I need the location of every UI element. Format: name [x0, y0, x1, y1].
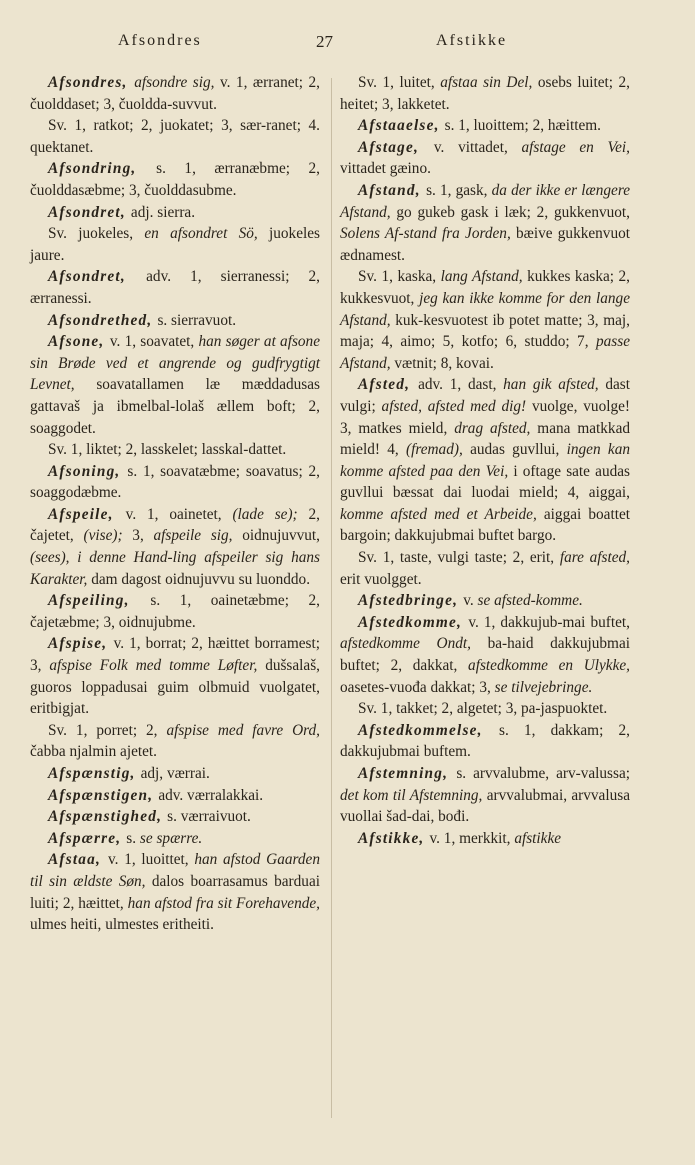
- entry-text: arvvalubmai, arvvalusa vuollai šad-dai, bođi.: [340, 786, 630, 826]
- example-text: han gik afsted,: [503, 376, 606, 394]
- dictionary-entry: [30, 806, 320, 828]
- dictionary-entry: [340, 547, 630, 590]
- example-text: jeg kan ikke komme for den lange Afstand,: [340, 289, 630, 329]
- entry-text: v. 1, soavatet,: [109, 333, 199, 351]
- dictionary-entry: [30, 223, 320, 266]
- dictionary-entry: [30, 590, 320, 633]
- entry-text: Sv. 1, liktet; 2, lasskelet; lasskal-dattet.: [48, 441, 287, 459]
- example-text: (fremad),: [405, 441, 471, 459]
- example-text: afsted, afsted med dig!: [381, 397, 532, 415]
- dictionary-entry: [30, 310, 320, 332]
- headword: Afstikke,: [358, 829, 430, 847]
- headword: Afstedbringe,: [358, 592, 464, 610]
- headword: Afstemning,: [358, 765, 457, 782]
- dictionary-entry: [30, 504, 320, 590]
- example-text: (vise);: [83, 527, 133, 545]
- headword: Afsondring,: [48, 160, 157, 178]
- page-number: 27: [316, 32, 333, 51]
- entry-text: s. 1, soavatæbme; soavatus; 2, soaggodæbme.: [30, 462, 320, 502]
- entry-text: bæive gukkenvuot ædnamest.: [340, 225, 630, 264]
- entry-text: čabba njalmin ajetet.: [30, 743, 157, 761]
- entry-text: v. 1, merkkit,: [429, 829, 515, 847]
- entry-text: Sv. juokeles,: [48, 225, 145, 243]
- entry-text: vætnit; 8, kovai.: [394, 354, 494, 372]
- entry-text: Sv. 1, taste, vulgi taste; 2, erit,: [358, 549, 560, 567]
- example-text: han søger at afsone sin Brøde ved et angrende og gudfrygtigt Levnet,: [30, 333, 320, 394]
- entry-text: ba-haid dakkujubmai buftet; 2, dakkat,: [340, 635, 630, 675]
- example-text: ingen kan komme afsted paa den Vei,: [340, 441, 630, 480]
- entry-text: dalos boarrasamus barduai luiti; 2, hæittet,: [30, 872, 320, 912]
- example-text: han afstod Gaarden til sin ældste Søn,: [30, 851, 321, 890]
- entry-text: v. 1, ærranet; 2, čuolddaset; 3, čuoldda-suvvut.: [30, 74, 320, 113]
- entry-text: 2, čajetet,: [30, 505, 320, 545]
- entry-text: s. 1, gask,: [426, 181, 492, 199]
- headword: Afsondret,: [48, 268, 147, 286]
- headword: Afsondres,: [48, 74, 135, 91]
- entry-text: adj, værrai.: [140, 765, 210, 782]
- example-text: afstedkomme en Ulykke,: [468, 657, 630, 675]
- dictionary-entry: [340, 180, 630, 266]
- entry-text: erit vuolgget.: [340, 570, 422, 588]
- dictionary-entry: [30, 202, 320, 224]
- header-left-word: Afsondres: [118, 32, 202, 49]
- entry-text: v.: [463, 592, 478, 610]
- dictionary-entry: [340, 137, 630, 180]
- entry-text: i oftage sate audas guvllui bæssat dai luodai mield; 4, aiggai,: [340, 462, 630, 502]
- dictionary-entry: [30, 849, 320, 935]
- example-text: se tilvejebringe.: [494, 678, 593, 696]
- entry-text: v. 1, dakkujub-mai buftet,: [468, 613, 630, 631]
- entry-text: kuk-kesvuotest ib potet matte; 3, maj, maja; 4, aimo; 5, kotfo; 6, studdo; 7,: [340, 311, 631, 351]
- entry-text: oidnujuvvut,: [242, 527, 321, 545]
- entry-text: Sv. 1, takket; 2, algetet; 3, pa-jaspuoktet.: [358, 700, 608, 718]
- example-text: afspise med favre Ord,: [166, 721, 320, 739]
- example-text: (lade se);: [232, 505, 309, 523]
- entry-text: s.: [126, 829, 140, 847]
- entry-text: v. 1, luoittet,: [107, 851, 195, 869]
- example-text: han afstod fra sit Forehavende,: [127, 894, 321, 912]
- running-header: [30, 32, 665, 56]
- dictionary-entry: [340, 828, 630, 850]
- dictionary-entry: [30, 266, 320, 309]
- headword: Afsondret,: [48, 203, 131, 221]
- dictionary-entry: [340, 698, 630, 720]
- dictionary-entry: [30, 158, 320, 201]
- headword: Afstaa,: [48, 851, 108, 869]
- headword: Afspeiling,: [48, 592, 151, 610]
- example-text: se spærre.: [139, 829, 203, 847]
- headword: Afsoning,: [48, 462, 128, 480]
- entry-text: s. arvvalubme, arv-valussa;: [456, 765, 630, 782]
- entry-text: kukkes kaska; 2, kukkesvuot,: [340, 268, 630, 307]
- headword: Afspærre,: [48, 829, 127, 847]
- example-text: en afsondret Sö,: [144, 225, 270, 243]
- example-text: fare afsted,: [559, 549, 630, 567]
- entry-text: adv. 1, dast,: [418, 376, 504, 394]
- entry-text: Sv. 1, luitet,: [358, 74, 441, 91]
- dictionary-entry: [340, 115, 630, 137]
- headword: Afspænstighed,: [48, 808, 168, 826]
- left-column: [30, 72, 320, 936]
- entry-text: s. 1, luoittem; 2, hæittem.: [444, 117, 602, 135]
- example-text: afspeile sig,: [153, 527, 243, 545]
- dictionary-entry: [30, 785, 320, 807]
- example-text: (sees), i denne Hand-ling afspeiler sig hans Karakter,: [30, 549, 320, 588]
- dictionary-entry: [30, 461, 320, 504]
- headword: Afstand,: [358, 181, 427, 199]
- example-text: afspise Folk med tomme Løfter,: [49, 657, 266, 675]
- example-text: afstikke: [514, 829, 562, 847]
- entry-text: juokeles jaure.: [30, 225, 320, 264]
- entry-text: adj. sierra.: [130, 203, 196, 221]
- entry-text: adv. 1, sierranessi; 2, ærranessi.: [30, 268, 320, 307]
- dictionary-entry: [30, 331, 320, 439]
- entry-text: s. 1, ærranæbme; 2, čuolddasæbme; 3, čuolddasubme.: [30, 160, 320, 199]
- entry-text: vuolge, vuolge! 3, matkes mield,: [340, 397, 630, 437]
- entry-text: s. værraivuot.: [167, 808, 251, 826]
- example-text: afstaa sin Del,: [440, 74, 538, 91]
- headword: Afsondrethed,: [48, 311, 158, 329]
- headword: Afstaaelse,: [358, 117, 445, 135]
- entry-text: Sv. 1, porret; 2,: [48, 721, 167, 739]
- dictionary-entry: [30, 828, 320, 850]
- entry-text: s. sierravuot.: [157, 311, 237, 329]
- entry-text: go gukeb gask i læk; 2, gukkenvuot,: [396, 203, 631, 221]
- headword: Afspise,: [48, 635, 114, 653]
- entry-text: aiggai boattet bargoin; dakkujubmai buftet bargo.: [340, 505, 630, 545]
- entry-text: v. vittadet,: [433, 138, 522, 156]
- entry-text: ulmes heiti, ulmestes eritheiti.: [30, 916, 214, 934]
- entry-text: s. 1, oainetæbme; 2, čajetæbme; 3, oidnujubme.: [30, 592, 320, 631]
- headword: Afspeile,: [48, 505, 126, 523]
- example-text: lang Afstand,: [440, 268, 528, 286]
- dictionary-entry: [340, 72, 630, 115]
- headword: Afsone,: [48, 333, 110, 351]
- dictionary-entry: [30, 633, 320, 719]
- example-text: afsondre sig,: [134, 74, 220, 91]
- entry-text: vittadet gæino.: [340, 160, 431, 178]
- dictionary-entry: [340, 612, 630, 698]
- example-text: afstedkomme Ondt,: [340, 635, 488, 653]
- right-column: [340, 72, 630, 849]
- example-text: drag afsted,: [454, 419, 538, 437]
- entry-text: dušsalaš, guoros loppadusai guim olbmuid vuolgatet, eritbigjat.: [30, 657, 320, 718]
- entry-text: 3,: [132, 527, 154, 545]
- dictionary-entry: [30, 763, 320, 785]
- headword: Afspænstig,: [48, 765, 141, 782]
- entry-text: s. 1, dakkam; 2, dakkujubmai buftem.: [340, 721, 630, 761]
- header-right-word: Afstikke: [436, 32, 508, 49]
- headword: Afsted,: [358, 376, 419, 394]
- dictionary-entry: [30, 439, 320, 461]
- entry-text: dam dagost oidnujuvvu su luonddo.: [91, 570, 311, 588]
- dictionary-entry: [340, 374, 630, 547]
- entry-text: osebs luitet; 2, heitet; 3, lakketet.: [340, 74, 630, 113]
- dictionary-entry: [340, 763, 630, 828]
- entry-text: dast vulgi;: [340, 376, 630, 415]
- dictionary-entry: [340, 266, 630, 374]
- dictionary-entry: [30, 720, 320, 763]
- entry-text: v. 1, oainetet,: [125, 505, 233, 523]
- entry-text: audas guvllui,: [470, 441, 567, 459]
- entry-text: soavatallamen læ mæddadusas gattavaš ja ibmelbal-lolaš ællem boft; 2, soaggodet.: [30, 376, 320, 437]
- example-text: afstage en Vei,: [521, 138, 630, 156]
- dictionary-entry: [340, 590, 630, 612]
- entry-text: oasetes-vuođa dakkat; 3,: [340, 678, 495, 696]
- headword: Afstage,: [358, 138, 434, 156]
- entry-text: v. 1, borrat; 2, hæittet borramest; 3,: [30, 635, 320, 675]
- column-divider: [331, 78, 332, 1118]
- example-text: se afsted-komme.: [477, 592, 583, 610]
- example-text: komme afsted med et Arbeide,: [340, 505, 544, 523]
- headword: Afspænstigen,: [48, 786, 159, 804]
- entry-text: mana matkkad mield! 4,: [340, 419, 631, 459]
- example-text: da der ikke er længere Afstand,: [340, 181, 630, 221]
- dictionary-entry: [30, 72, 320, 115]
- headword: Afstedkomme,: [358, 613, 469, 631]
- example-text: passe Afstand,: [340, 333, 630, 372]
- entry-text: Sv. 1, ratkot; 2, juokatet; 3, sær-ranet; 4. quektanet.: [30, 117, 320, 156]
- example-text: Solens Af-stand fra Jorden,: [340, 225, 516, 243]
- entry-text: Sv. 1, kaska,: [358, 268, 441, 286]
- dictionary-entry: [30, 115, 320, 158]
- dictionary-entry: [340, 720, 630, 763]
- headword: Afstedkommelse,: [358, 721, 500, 739]
- entry-text: adv. værralakkai.: [158, 786, 264, 804]
- example-text: det kom til Afstemning,: [340, 786, 487, 804]
